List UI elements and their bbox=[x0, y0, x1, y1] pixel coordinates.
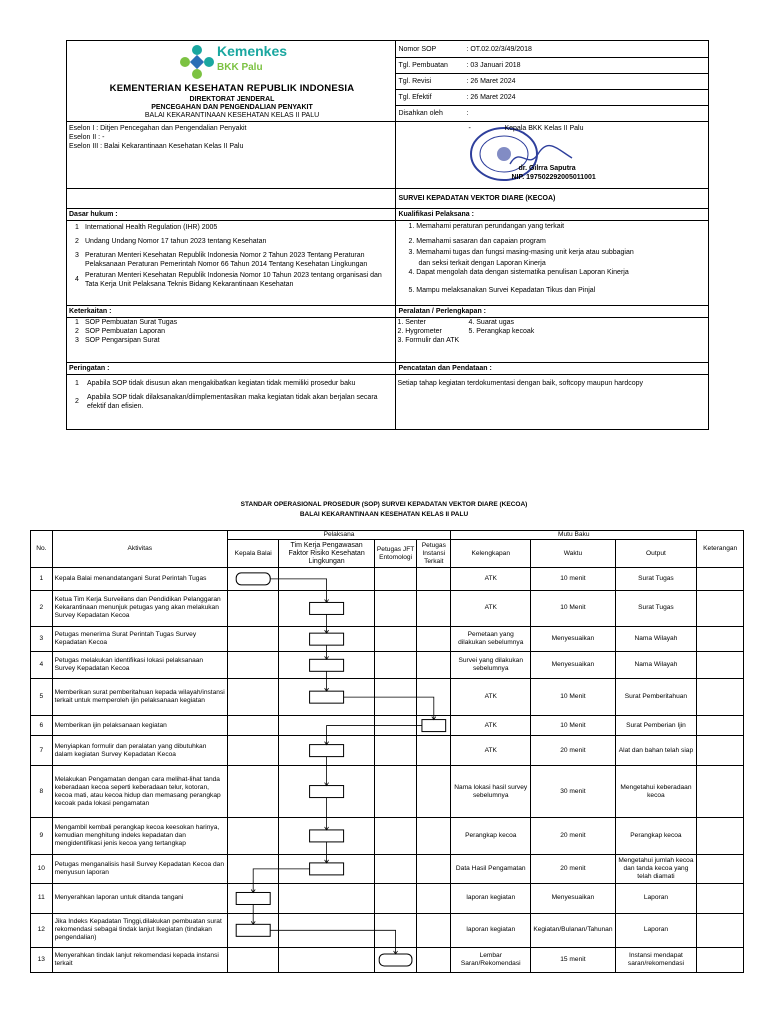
row-waktu: 30 menit bbox=[531, 765, 615, 817]
terminator-shape bbox=[236, 573, 270, 585]
row-no: 5 bbox=[31, 679, 53, 715]
kualifikasi-item: 1. Memahami peraturan perundangan yang terkait bbox=[408, 223, 565, 230]
header-waktu: Waktu bbox=[531, 540, 615, 568]
row-output: Mengetahui jumlah kecoa dan tanda kecoa yang telah diamati bbox=[615, 854, 697, 884]
approval-nip: NIP. 197502292005011001 bbox=[511, 174, 596, 181]
office-name: BALAI KEKARANTINAAN KESEHATAN KELAS II PALU bbox=[144, 112, 320, 119]
row-kelengkapan: Pemetaan yang dilakukan sebelumnya bbox=[451, 627, 531, 652]
process-box bbox=[310, 691, 344, 703]
meta-row: Tgl. Revisi : 26 Maret 2024 bbox=[396, 73, 709, 90]
header-tim-kerja: Tim Kerja Pengawasan Faktor Risiko Kesehatan Lingkungan bbox=[279, 540, 374, 568]
keterkaitan-item: SOP Pengarsipan Surat bbox=[85, 337, 160, 344]
ministry-name: KEMENTERIAN KESEHATAN REPUBLIK INDONESIA bbox=[109, 83, 355, 94]
peringatan-cell: Peringatan : 1 Apabila SOP tidak disusun akan mengakibatkan kegiatan tidak memiliki prosedur baku 2 Apabila SOP tidak dilaksanakan/diimplementasikan maka kegiatan tidak akan berjalan secara efektif dan efisien. bbox=[67, 363, 396, 430]
row-kelengkapan: Lembar Saran/Rekomendasi bbox=[451, 947, 531, 972]
row-waktu: 10 Menit bbox=[531, 679, 615, 715]
kualifikasi-title: Kualifikasi Pelaksana : bbox=[396, 209, 708, 221]
row-no: 10 bbox=[31, 854, 53, 884]
approval-position: Kepala BKK Kelas II Palu bbox=[504, 125, 584, 132]
pencatatan-text: Setiap tahap kegiatan terdokumentasi dengan baik, softcopy maupun hardcopy bbox=[397, 380, 644, 387]
kualifikasi-item: 5. Mampu melaksanakan Survei Kepadatan Tikus dan Pinjal bbox=[408, 287, 596, 294]
process-box bbox=[236, 892, 270, 904]
dasar-hukum-item: Peraturan Menteri Kesehatan Republik Indonesia Nomor 10 Tahun 2023 tentang organisasi dan Tata Kerja Unit Pelaksana Teknis Bidang Kekarantinaan Kesehatan bbox=[85, 272, 382, 288]
approval-name: dr. Gilrra Saputra bbox=[518, 165, 576, 172]
peringatan-item: Apabila SOP tidak dilaksanakan/diimplementasikan maka kegiatan tidak akan berjalan secara efektif dan efisien. bbox=[87, 394, 378, 410]
dasar-hukum-item: Peraturan Menteri Kesehatan Republik Indonesia Nomor 2 Tahun 2023 Tentang Peraturan Pelaksanaan Peraturan Pemerintah Nomor 66 Tahun 2014 Tentang Kesehatan Lingkungan bbox=[85, 252, 368, 268]
peralatan-item: 1. Senter bbox=[397, 319, 426, 326]
keterkaitan-title: Keterkaitan : bbox=[67, 306, 395, 318]
row-waktu: 20 menit bbox=[531, 736, 615, 766]
peralatan-item: 2. Hygrometer bbox=[397, 328, 442, 335]
row-activity: Menyiapkan formulir dan peralatan yang dibutuhkan dalam kegiatan Survey Kepadatan Kecoa bbox=[52, 736, 227, 766]
process-box bbox=[310, 602, 344, 614]
peralatan-item: 5. Perangkap kecoak bbox=[468, 328, 535, 335]
row-output: Surat Pemberitahuan bbox=[615, 679, 697, 715]
dasar-hukum-title: Dasar hukum : bbox=[67, 209, 395, 221]
row-no: 13 bbox=[31, 947, 53, 972]
row-waktu: Menyesuaikan bbox=[531, 627, 615, 652]
directorate-name: DIREKTORAT JENDERAL bbox=[189, 96, 275, 103]
row-activity: Menyerahkan tindak lanjut rekomendasi kepada instansi terkait bbox=[52, 947, 227, 972]
header-petugas-instansi: Petugas Instansi Terkait bbox=[417, 540, 451, 568]
kualifikasi-item: dan seksi terkait dengan Laporan Kinerja bbox=[418, 260, 546, 267]
row-activity: Petugas menganalisis hasil Survey Kepadatan Kecoa dan menyusun laporan bbox=[52, 854, 227, 884]
peralatan-item: 4. Suarat ugas bbox=[468, 319, 514, 326]
keterkaitan-item: SOP Pembuatan Laporan bbox=[85, 328, 166, 335]
process-box bbox=[236, 924, 270, 936]
dasar-hukum-item: International Health Regulation (IHR) 2005 bbox=[85, 224, 218, 231]
row-no: 9 bbox=[31, 818, 53, 854]
header-no: No. bbox=[31, 531, 53, 568]
header-output: Output bbox=[615, 540, 697, 568]
peringatan-title: Peringatan : bbox=[67, 363, 395, 375]
process-box bbox=[310, 633, 344, 645]
kualifikasi-item: 3. Memahami tugas dan fungsi masing-masing unit kerja atau subbagian bbox=[408, 249, 634, 256]
row-output: Alat dan bahan telah siap bbox=[615, 736, 697, 766]
row-activity: Petugas menerima Surat Perintah Tugas Survey Kepadatan Kecoa bbox=[52, 627, 227, 652]
header-pelaksana: Pelaksana bbox=[227, 531, 450, 540]
row-output: Nama Wilayah bbox=[615, 652, 697, 679]
row-no: 12 bbox=[31, 913, 53, 947]
row-kelengkapan: ATK bbox=[451, 679, 531, 715]
brand-unit: BKK Palu bbox=[217, 62, 263, 73]
row-waktu: 20 menit bbox=[531, 854, 615, 884]
terminator-shape bbox=[379, 954, 412, 966]
row-activity: Petugas melakukan identifikasi lokasi pelaksanaan Survey Kepadatan Kecoa bbox=[52, 652, 227, 679]
process-box bbox=[310, 659, 344, 671]
row-waktu: Menyesuaikan bbox=[531, 884, 615, 914]
row-output: Surat Tugas bbox=[615, 590, 697, 626]
meta-row: Nomor SOP : OT.02.02/3/49/2018 bbox=[396, 41, 709, 58]
process-box bbox=[310, 786, 344, 798]
sop-title: SURVEI KEPADATAN VEKTOR DIARE (KECOA) bbox=[396, 189, 709, 209]
row-activity: Memberikan surat pemberitahuan kepada wilayah/instansi terkait untuk memperoleh ijin pelaksanaan kegiatan bbox=[52, 679, 227, 715]
row-output: Surat Tugas bbox=[615, 568, 697, 591]
header-kepala-balai: Kepala Balai bbox=[227, 540, 279, 568]
pencatatan-title: Pencatatan dan Pendataan : bbox=[396, 363, 708, 375]
process-box bbox=[422, 720, 446, 732]
process-box bbox=[310, 745, 344, 757]
approval-dash: - bbox=[468, 125, 471, 132]
row-no: 8 bbox=[31, 765, 53, 817]
row-output: Instansi mendapat saran/rekomendasi bbox=[615, 947, 697, 972]
peralatan-item: 3. Formulir dan ATK bbox=[397, 337, 460, 344]
flow-subtitle: BALAI KEKARANTINAAN KESEHATAN KELAS II PALU bbox=[299, 511, 469, 518]
row-kelengkapan: ATK bbox=[451, 715, 531, 735]
row-kelengkapan: Nama lokasi hasil survey sebelumnya bbox=[451, 765, 531, 817]
flow-connector bbox=[327, 726, 422, 745]
row-kelengkapan: Perangkap kecoa bbox=[451, 818, 531, 854]
row-kelengkapan: Survei yang dilakukan sebelumnya bbox=[451, 652, 531, 679]
row-waktu: 10 menit bbox=[531, 568, 615, 591]
row-output: Perangkap kecoa bbox=[615, 818, 697, 854]
row-waktu: Kegiatan/Bulanan/Tahunan bbox=[531, 913, 615, 947]
row-no: 4 bbox=[31, 652, 53, 679]
row-no: 2 bbox=[31, 590, 53, 626]
row-activity: Mengambil kembali perangkap kecoa keesokan harinya, kemudian menghitung indeks kepadatan dan mengidentifikasi jenis kecoa yang tertangkap bbox=[52, 818, 227, 854]
row-waktu: 20 menit bbox=[531, 818, 615, 854]
row-activity: Menyerahkan laporan untuk ditanda tangani bbox=[52, 884, 227, 914]
peralatan-title: Peralatan / Perlengkapan : bbox=[396, 306, 708, 318]
kualifikasi-item: 2. Memahami sasaran dan capaian program bbox=[408, 238, 546, 245]
brand-name: Kemenkes bbox=[217, 43, 288, 59]
keterkaitan-item: SOP Pembuatan Surat Tugas bbox=[85, 319, 178, 326]
flow-title: STANDAR OPERASIONAL PROSEDUR (SOP) SURVEI KEPADATAN VEKTOR DIARE (KECOA) bbox=[240, 501, 528, 508]
row-kelengkapan: ATK bbox=[451, 736, 531, 766]
header-kelengkapan: Kelengkapan bbox=[451, 540, 531, 568]
row-output: Laporan bbox=[615, 884, 697, 914]
process-box bbox=[310, 863, 344, 875]
row-waktu: 15 menit bbox=[531, 947, 615, 972]
eselon-line: Eselon I : Ditjen Pencegahan dan Pengendalian Penyakit bbox=[69, 125, 247, 132]
row-activity: Jika Indeks Kepadatan Tinggi,dilakukan pembuatan surat rekomendasi sebagai tindak lanjut Ikegiatan (tindakan pengendalian) bbox=[52, 913, 227, 947]
row-waktu: 10 Menit bbox=[531, 590, 615, 626]
meta-row: Tgl. Efektif : 26 Maret 2024 bbox=[396, 89, 709, 106]
flow-connector bbox=[270, 930, 395, 954]
header-petugas-jft: Petugas JFT Entomologi bbox=[374, 540, 417, 568]
meta-row: Tgl. Pembuatan : 03 Januari 2018 bbox=[396, 57, 709, 74]
flow-connector bbox=[344, 697, 434, 719]
row-activity: Melakukan Pengamatan dengan cara melihat-lihat tanda keberadaan kecoa seperti keberadaan telur, kotoran, kecoa mati, atau kecoa hidup dan memasang perangkap kecoak pada lokasi pengamatan bbox=[52, 765, 227, 817]
row-waktu: 10 Menit bbox=[531, 715, 615, 735]
row-output: Laporan bbox=[615, 913, 697, 947]
row-waktu: Menyesuaikan bbox=[531, 652, 615, 679]
row-no: 3 bbox=[31, 627, 53, 652]
row-output: Surat Pemberian Ijin bbox=[615, 715, 697, 735]
eselon-line: Eselon II : - bbox=[69, 134, 105, 141]
header-keterangan: Keterangan bbox=[697, 531, 744, 568]
row-kelengkapan: Data Hasil Pengamatan bbox=[451, 854, 531, 884]
row-activity: Ketua Tim Kerja Surveilans dan Pendidikan Pelanggaran Kekarantinaan menunjuk petugas yang akan melakukan Survey Kepadatan Kecoa bbox=[52, 590, 227, 626]
flow-connector bbox=[270, 579, 326, 603]
row-no: 7 bbox=[31, 736, 53, 766]
row-kelengkapan: ATK bbox=[451, 568, 531, 591]
row-kelengkapan: laporan kegiatan bbox=[451, 884, 531, 914]
header-aktivitas: Aktivitas bbox=[52, 531, 227, 568]
row-output: Mengetahui keberadaan kecoa bbox=[615, 765, 697, 817]
dasar-hukum-cell: Dasar hukum : 1 International Health Regulation (IHR) 2005 2 Undang Undang Nomor 17 tahun 2023 tentang Kesehatan 3 Peraturan Menteri Kesehatan Republik Indonesia Nomor 2 Tahun 2023 Tentang Peraturan Pelaksanaan Peraturan Pemerintah Nomor 66 Tahun 2014 Tentang Kesehatan Lingkungan 4 Peraturan Menteri Kesehatan Republik Indonesia Nomor 10 Tahun 2023 tentang organisasi dan Tata Kerja Unit Pelaksana Teknis Bidang Kekarantinaan Kesehatan bbox=[67, 209, 396, 306]
dasar-hukum-item: Undang Undang Nomor 17 tahun 2023 tentang Kesehatan bbox=[85, 238, 267, 245]
keterkaitan-cell: Keterkaitan : 1 SOP Pembuatan Surat Tugas 2 SOP Pembuatan Laporan 3 SOP Pengarsipan Surat bbox=[67, 306, 396, 363]
row-kelengkapan: laporan kegiatan bbox=[451, 913, 531, 947]
peringatan-item: Apabila SOP tidak disusun akan mengakibatkan kegiatan tidak memiliki prosedur baku bbox=[87, 380, 356, 387]
row-no: 6 bbox=[31, 715, 53, 735]
row-kelengkapan: ATK bbox=[451, 590, 531, 626]
flow-connector bbox=[253, 869, 309, 893]
program-name: PENCEGAHAN DAN PENGENDALIAN PENYAKIT bbox=[151, 104, 313, 111]
kualifikasi-item: 4. Dapat mengolah data dengan sistematika penulisan Laporan Kinerja bbox=[408, 269, 629, 276]
row-activity: Memberikan ijin pelaksanaan kegiatan bbox=[52, 715, 227, 735]
process-box bbox=[310, 830, 344, 842]
row-no: 11 bbox=[31, 884, 53, 914]
row-output: Nama Wilayah bbox=[615, 627, 697, 652]
row-no: 1 bbox=[31, 568, 53, 591]
meta-row: Disahkan oleh : bbox=[398, 110, 469, 117]
eselon-line: Eselon III : Balai Kekarantinaan Kesehatan Kelas II Palu bbox=[69, 143, 244, 150]
header-mutu-baku: Mutu Baku bbox=[451, 531, 697, 540]
row-activity: Kepala Balai menandatangani Surat Perintah Tugas bbox=[52, 568, 227, 591]
